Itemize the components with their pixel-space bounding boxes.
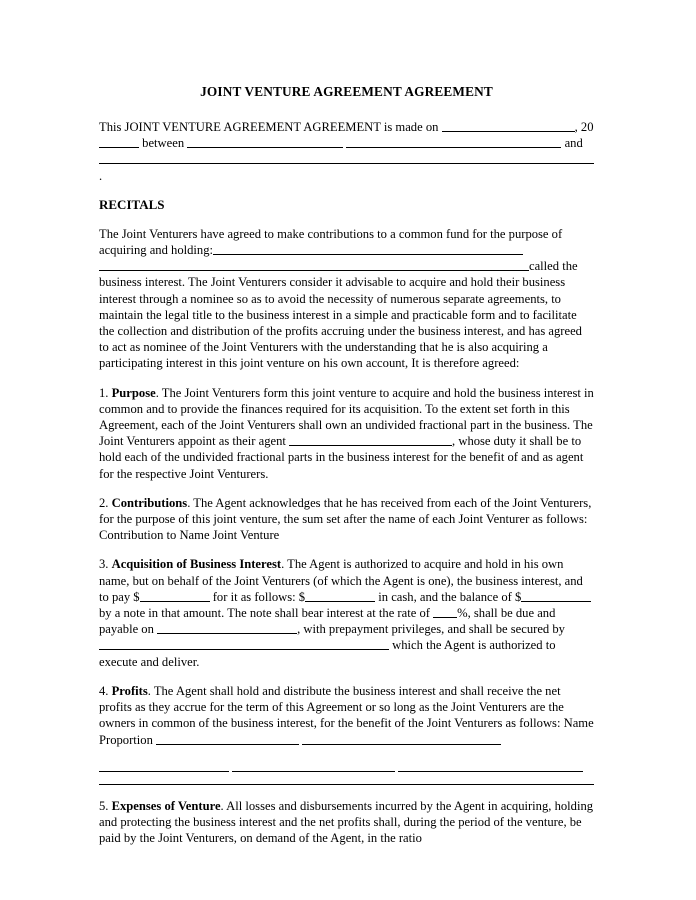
year-prefix: 20 [580,120,594,134]
clause-label: Purpose [111,385,156,400]
document-body [99,84,594,860]
clause-text-before: . The Joint Venturers form this joint venture to acquire and hold the business interest in common and to provide the finances required for its acquisition. To the extent set forth in this Agreement, each of the Joint Venturers shall own an undivided fractional part in the business. The Joint Venturers appoint as their agent [99,385,594,449]
due-date-blank[interactable] [157,622,297,635]
clause-number: 3. [99,557,109,572]
profit-row-blank-two[interactable] [232,759,395,772]
intro-period: . [99,168,103,183]
acquisition-seg-five: %, shall be due and payable on [99,606,556,637]
clause-label: Profits [111,683,148,698]
clause-profits [99,683,594,748]
security-blank[interactable] [99,638,389,651]
party-three-blank[interactable] [99,152,594,165]
recitals-lead-paragraph [99,226,594,372]
purchase-price-blank[interactable] [140,589,210,602]
clause-label: Expenses of Venture [111,798,221,813]
intro-comma: , [574,120,578,134]
clause-expenses [99,798,594,847]
recitals-body-text: the business interest. The Joint Venturers consider it advisable to acquire and hold their business interest through a nominee so as to avoid the necessity of numerous separate agreements, to maintain the legal title to the business interest in a simple and practicable form and to facilitate the collection and distribution of the profits accruing under the business interest, and has agreed to act as nominee of the Joint Venturers with the understanding that he is also acquiring a participating interest in this joint venture on his own account, It is therefore agreed: [99,259,582,371]
cash-amount-blank[interactable] [305,589,375,602]
holding-blank-one[interactable] [213,242,523,255]
intro-between: between [142,136,185,151]
clause-text: . The Agent acknowledges that he has received from each of the Joint Venturers, for the purpose of this joint venture, the sum set after the name of each Joint Venturer as follows: Contribution to Name Joint Venture [99,495,592,543]
clause-number: 1. [99,385,109,400]
clause-purpose [99,385,594,482]
intro-and: and [564,136,583,151]
agent-name-blank[interactable] [289,434,452,447]
clause-label: Acquisition of Business Interest [111,557,282,572]
recitals-heading: RECITALS [99,196,165,212]
party-two-blank[interactable] [346,136,561,149]
acquisition-seg-three: in cash, and the balance of $ [378,589,522,604]
profit-name-blank[interactable] [156,732,299,745]
profit-proportion-blank[interactable] [302,732,501,745]
recitals-called: called [529,259,560,274]
acquisition-seg-two: for it as follows: $ [212,589,306,604]
clause-contributions [99,495,594,544]
party-one-blank[interactable] [187,136,343,149]
document-title: JOINT VENTURE AGREEMENT AGREEMENT [200,84,493,99]
clause-label: Contributions [111,495,188,510]
profit-row-blank-three[interactable] [398,759,583,772]
profit-blank-row [99,759,594,775]
recitals-lead-text: The Joint Venturers have agreed to make contributions to a common fund for the purpose of acquiring and holding: [99,226,563,258]
acquisition-seg-one: . The Agent is authorized to acquire and hold in his own name, but on behalf of the Joint Venturers (of which the Agent is one), the business interest, and to pay $ [99,557,583,604]
holding-blank-two[interactable] [99,259,529,272]
acquisition-seg-four: by a note in that amount. The note shall bear interest at the rate of [99,606,430,621]
date-blank[interactable] [442,119,575,132]
clause-text-after: , whose duty it shall be to hold each of the undivided fractional parts in the business interest for the benefit of and as agent for the respective Joint Venturers. [99,434,584,481]
clause-acquisition [99,556,594,669]
profit-full-rule[interactable] [99,784,594,785]
clause-number: 2. [99,495,109,510]
profit-row-blank-one[interactable] [99,759,229,772]
intro-paragraph [99,119,594,184]
clause-number: 5. [99,798,109,813]
intro-lead: This JOINT VENTURE AGREEMENT AGREEMENT is made on [99,120,439,134]
year-blank[interactable] [99,136,139,149]
clause-text: . The Agent shall hold and distribute the business interest and shall receive the net profits as they accrue for the term of this Agreement or so long as the Joint Venturers are the owners in common of the business interest, for the benefit of the Joint Venturers as follows: Name Proportion [99,683,594,747]
acquisition-seg-six: , with prepayment privileges, and shall be secured by [297,622,565,637]
clause-number: 4. [99,683,109,698]
balance-amount-blank[interactable] [521,589,591,602]
clause-text: . All losses and disbursements incurred by the Agent in acquiring, holding and protecting the business interest and the net profits shall, during the period of the venture, be paid by the Joint Venturers, on demand of the Agent, in the ratio [99,798,594,846]
acquisition-seg-seven: which the Agent is authorized to execute and deliver. [99,638,556,669]
interest-rate-blank[interactable] [433,606,457,619]
